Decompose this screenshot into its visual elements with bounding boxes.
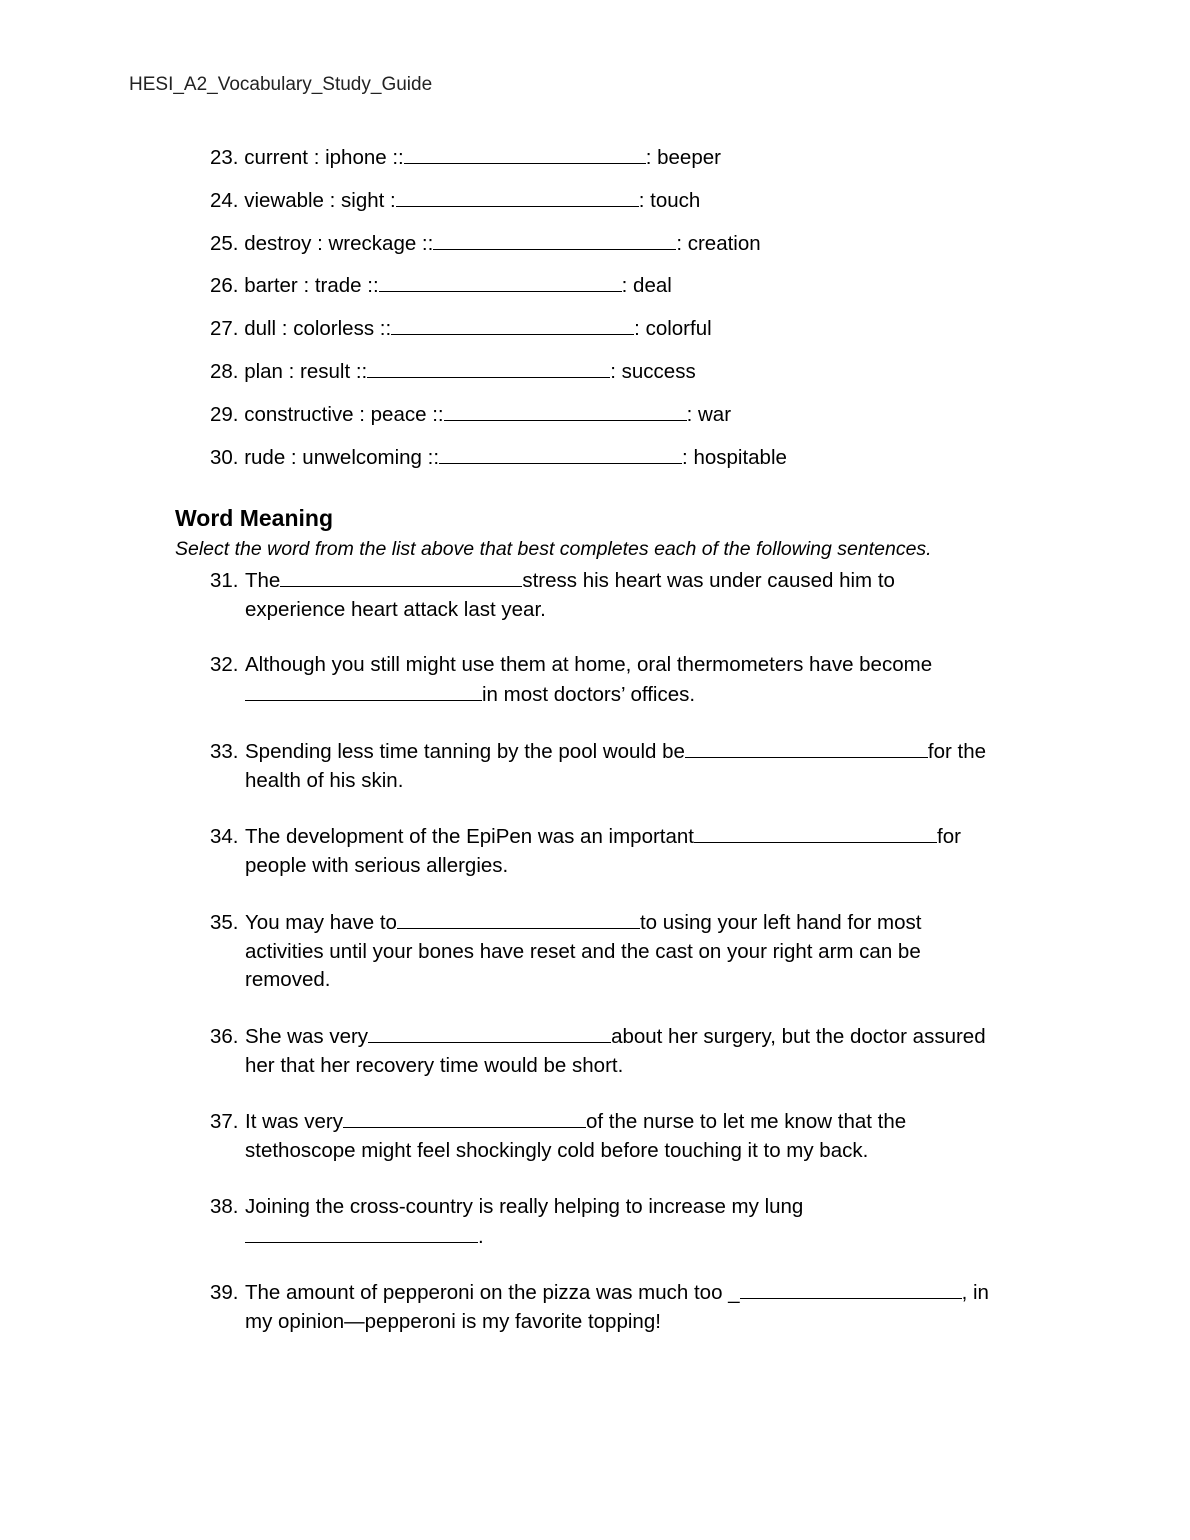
answer-blank[interactable] [343, 1107, 586, 1128]
analogy-target: : creation [676, 231, 761, 255]
question-text: She was very [245, 1025, 369, 1048]
answer-blank[interactable] [245, 680, 482, 701]
question-number: 36. [210, 1025, 239, 1048]
question-text: about her surgery, but the doctor assured [611, 1025, 986, 1048]
answer-blank[interactable] [367, 357, 610, 378]
answer-blank[interactable] [433, 229, 676, 250]
question-text: to using your left hand for most [639, 911, 922, 934]
answer-blank[interactable] [439, 443, 682, 464]
analogy-target: : war [686, 402, 732, 426]
analogy-prompt: 24. viewable : sight : [210, 188, 396, 212]
question-31 [210, 566, 895, 624]
question-text: experience heart attack last year. [245, 597, 546, 621]
answer-blank[interactable] [396, 186, 639, 207]
question-text: removed. [245, 968, 331, 992]
analogy-prompt: 30. rude : unwelcoming :: [210, 445, 440, 469]
analogy-target: : touch [638, 188, 701, 212]
question-text: stethoscope might feel shockingly cold before touching it to my back. [245, 1138, 869, 1162]
question-34 [210, 822, 961, 880]
question-text: of the nurse to let me know that the [585, 1110, 907, 1133]
answer-blank[interactable] [245, 1222, 478, 1243]
question-number: 34. [210, 825, 239, 848]
question-33 [210, 737, 986, 795]
question-text: The amount of pepperoni on the pizza was much too _ [245, 1281, 740, 1304]
answer-blank[interactable] [368, 1022, 611, 1043]
analogy-prompt: 25. destroy : wreckage :: [210, 231, 434, 255]
analogy-28 [210, 357, 787, 400]
analogy-prompt: 28. plan : result :: [210, 359, 368, 383]
question-35 [210, 908, 921, 995]
analogy-29 [210, 400, 787, 443]
analogy-26 [210, 271, 787, 314]
analogy-list [210, 143, 787, 485]
question-text: The development of the EpiPen was an important [245, 825, 694, 848]
analogy-prompt: 29. constructive : peace :: [210, 402, 444, 426]
answer-blank[interactable] [379, 271, 622, 292]
question-number: 31. [210, 569, 239, 592]
question-32 [210, 651, 932, 709]
question-text: my opinion—pepperoni is my favorite topping! [245, 1309, 661, 1333]
question-39 [210, 1278, 989, 1336]
analogy-target: : success [610, 359, 696, 383]
question-number: 38. [210, 1195, 239, 1218]
question-text: . [478, 1224, 484, 1248]
document-header: HESI_A2_Vocabulary_Study_Guide [129, 74, 433, 95]
question-37 [210, 1107, 906, 1165]
question-text: Joining the cross-country is really helping to increase my lung [245, 1195, 804, 1218]
analogy-23 [210, 143, 787, 186]
question-number: 37. [210, 1110, 239, 1133]
question-text: for the [927, 740, 987, 763]
analogy-24 [210, 186, 787, 229]
section-title: Word Meaning [175, 505, 334, 531]
question-text: The [245, 569, 281, 592]
analogy-30 [210, 443, 787, 486]
question-36 [210, 1022, 986, 1080]
question-number: 33. [210, 740, 239, 763]
analogy-25 [210, 229, 787, 272]
analogy-prompt: 26. barter : trade :: [210, 274, 379, 298]
question-text: health of his skin. [245, 768, 404, 792]
analogy-target: : hospitable [682, 445, 787, 469]
question-text: Spending less time tanning by the pool would be [245, 740, 685, 763]
question-text: for [937, 825, 961, 848]
question-text: It was very [245, 1110, 343, 1133]
answer-blank[interactable] [397, 908, 640, 929]
section-instructions: Select the word from the list above that best completes each of the following sentences. [175, 538, 932, 560]
question-text: You may have to [245, 911, 397, 934]
answer-blank[interactable] [740, 1278, 962, 1299]
analogy-27 [210, 314, 787, 357]
question-text: Although you still might use them at home, oral thermometers have become [245, 653, 933, 676]
question-text: activities until your bones have reset and the cast on your right arm can be [245, 939, 921, 963]
answer-blank[interactable] [404, 143, 646, 164]
question-text: , in [961, 1281, 989, 1304]
analogy-prompt: 23. current : iphone :: [210, 146, 404, 169]
analogy-target: : deal [621, 274, 672, 298]
question-number: 32. [210, 653, 239, 676]
answer-blank[interactable] [280, 566, 522, 587]
analogy-prompt: 27. dull : colorless :: [210, 317, 392, 341]
question-text: in most doctors’ offices. [482, 682, 696, 706]
analogy-target: : beeper [645, 146, 721, 169]
question-38 [210, 1193, 803, 1251]
answer-blank[interactable] [694, 822, 937, 843]
question-text: people with serious allergies. [245, 853, 509, 877]
answer-blank[interactable] [685, 737, 928, 758]
analogy-target: : colorful [634, 317, 712, 341]
question-number: 39. [210, 1281, 239, 1304]
answer-blank[interactable] [444, 400, 687, 421]
answer-blank[interactable] [391, 314, 634, 335]
question-number: 35. [210, 911, 239, 934]
question-text: her that her recovery time would be short. [245, 1053, 624, 1077]
question-text: stress his heart was under caused him to [522, 569, 895, 592]
